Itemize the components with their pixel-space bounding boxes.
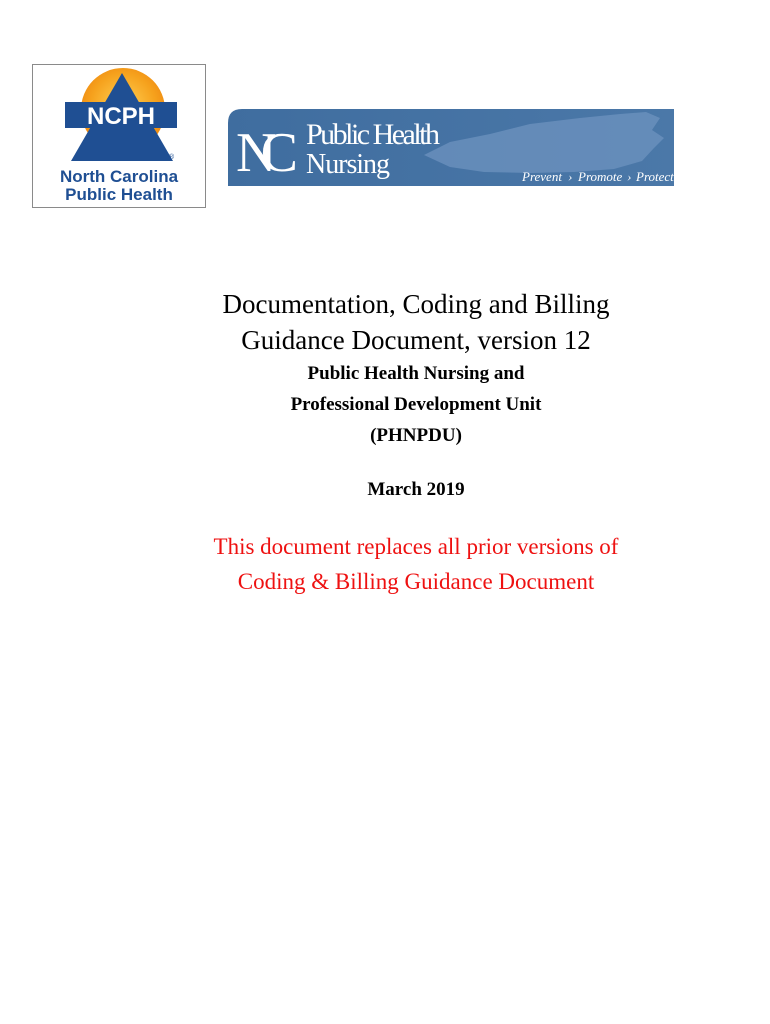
title-line-1: Documentation, Coding and Billing xyxy=(222,289,610,319)
ncph-acronym: NCPH xyxy=(86,103,156,130)
banner-name-line2: Nursing xyxy=(306,149,390,180)
title-line-2: Guidance Document, version 12 xyxy=(241,325,591,355)
tagline-promote: Promote xyxy=(578,169,623,184)
banner-name-line1: Public Health xyxy=(306,118,440,151)
svg-text:®: ® xyxy=(169,154,175,161)
unit-line-1: Public Health Nursing and xyxy=(307,363,525,384)
unit-line-2: Professional Development Unit xyxy=(290,394,542,415)
tagline-prevent: Prevent xyxy=(522,169,562,184)
unit-name xyxy=(62,358,770,451)
document-title xyxy=(62,286,770,358)
svg-text:›: › xyxy=(568,169,573,184)
phn-banner-logo xyxy=(228,109,674,186)
tagline-protect: Protect xyxy=(636,169,674,184)
notice-line-2: Coding & Billing Guidance Document xyxy=(237,569,595,594)
unit-abbreviation: (PHNPDU) xyxy=(370,425,462,446)
ncph-name-line2: Public Health xyxy=(65,185,173,204)
svg-text:›: › xyxy=(627,169,632,184)
notice-line-1: This document replaces all prior versions of xyxy=(213,534,619,559)
ncph-name-line1: North Carolina xyxy=(59,167,179,186)
document-date: March 2019 xyxy=(367,479,465,500)
ncph-logo xyxy=(32,64,206,208)
document-title-block xyxy=(0,286,770,599)
banner-initials: NC xyxy=(236,122,298,184)
replacement-notice xyxy=(62,529,770,599)
